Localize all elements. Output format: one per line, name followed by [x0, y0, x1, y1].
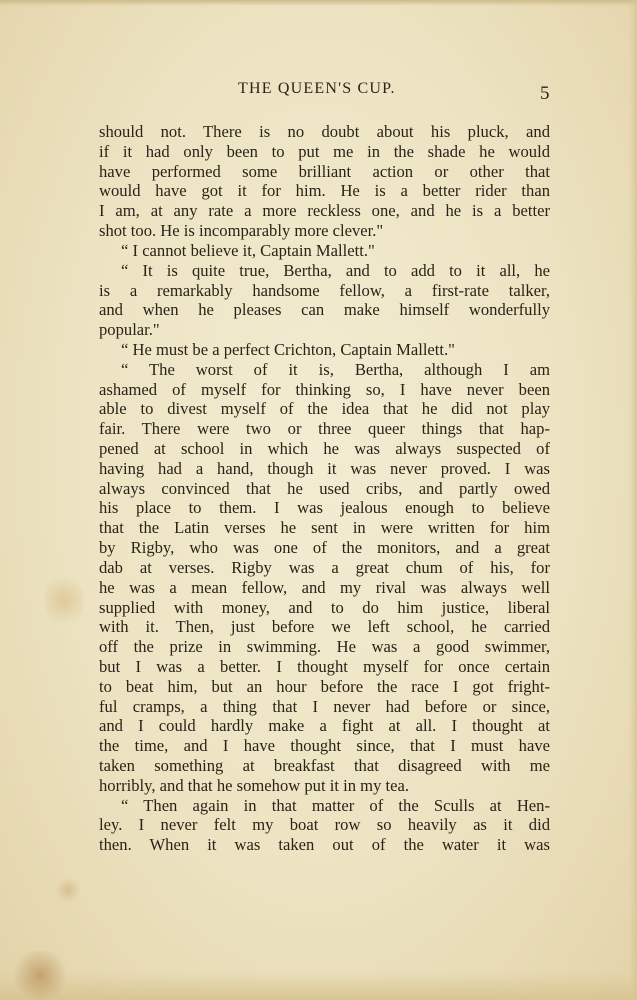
text-line: to beat him, but an hour before the race I got fright-	[99, 676, 550, 696]
text-line: and I could hardly make a fight at all. I thought at	[99, 716, 550, 736]
page-number: 5	[540, 83, 550, 104]
text-line: and when he pleases can make himself wonderfully	[99, 300, 550, 320]
text-line: “ I cannot believe it, Captain Mallett."	[121, 240, 375, 260]
text-line: he was a mean fellow, and my rival was always well	[99, 577, 550, 597]
text-line: dab at verses. Rigby was a great chum of his, for	[99, 557, 550, 577]
body-text	[99, 122, 550, 855]
text-line: having had a hand, though it was never proved. I was	[99, 458, 550, 478]
text-line: with it. Then, just before we left school, he carried	[99, 617, 550, 637]
text-line: taken something at breakfast that disagreed with me	[99, 756, 550, 775]
text-line: shot too. He is incomparably more clever."	[99, 221, 384, 241]
text-line: supplied with money, and to do him justice, liberal	[99, 597, 550, 617]
text-line: ashamed of myself for thinking so, I have never been	[99, 379, 550, 399]
running-title: THE QUEEN'S CUP.	[238, 80, 396, 97]
text-line: but I was a better. I thought myself for once certain	[99, 656, 550, 676]
text-line: fair. There were two or three queer things that hap-	[99, 419, 550, 439]
text-line: ley. I never felt my boat row so heavily as it did	[99, 815, 550, 835]
page-edge-shadow-top	[0, 0, 637, 6]
text-line: always convinced that he used cribs, and partly owed	[99, 478, 550, 498]
text-line: “ Then again in that matter of the Sculls at Hen-	[121, 795, 550, 815]
text-line: pened at school in which he was always suspected of	[99, 439, 550, 458]
text-line: by Rigby, who was one of the monitors, and a great	[99, 538, 550, 558]
paper-stain	[10, 950, 70, 1000]
text-line: “ He must be a perfect Crichton, Captain Mallett."	[121, 339, 455, 359]
running-head	[0, 80, 637, 102]
page-edge-shadow-bottom	[0, 972, 637, 1000]
text-line: popular."	[99, 320, 160, 340]
text-line: I am, at any rate a more reckless one, and he is a better	[99, 201, 550, 221]
text-line: if it had only been to put me in the shade he would	[99, 141, 550, 161]
text-line: then. When it was taken out of the water it was	[99, 835, 550, 855]
paper-stain	[55, 878, 81, 902]
text-line: horribly, and that he somehow put it in my tea.	[99, 775, 409, 795]
page-edge-shadow-right	[629, 0, 637, 1000]
text-line: that the Latin verses he sent in were written for him	[99, 518, 550, 538]
text-line: would have got it for him. He is a better rider than	[99, 181, 550, 201]
text-line: “ The worst of it is, Bertha, although I am	[121, 359, 550, 379]
text-line: should not. There is no doubt about his pluck, and	[99, 122, 550, 141]
text-line: is a remarkably handsome fellow, a first-rate talker,	[99, 280, 550, 300]
text-line: his place to them. I was jealous enough to believe	[99, 498, 550, 518]
text-line: off the prize in swimming. He was a good swimmer,	[99, 637, 550, 657]
text-line: ful cramps, a thing that I never had before or since,	[99, 696, 550, 716]
text-line: the time, and I have thought since, that I must have	[99, 736, 550, 756]
paper-stain	[44, 570, 84, 630]
text-line: able to divest myself of the idea that he did not play	[99, 399, 550, 419]
text-line: have performed some brilliant action or other that	[99, 161, 550, 181]
text-line: “ It is quite true, Bertha, and to add to it all, he	[121, 260, 550, 280]
